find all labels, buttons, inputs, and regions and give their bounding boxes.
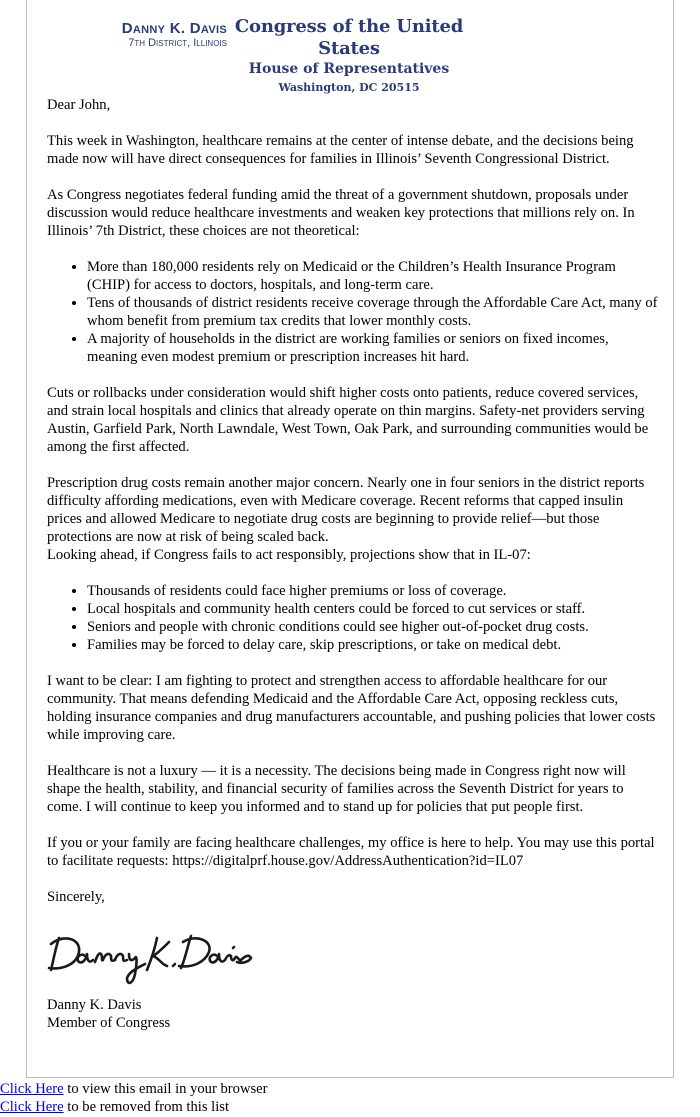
signer-title: Member of Congress	[47, 1015, 171, 1031]
paragraph: Prescription drug costs remain another major concern. Nearly one in four seniors in the district reports difficulty affording medications, even with Medicare coverage. Recent reforms that capped insulin prices and allowed Medicare to negotiate drug costs are beginning to provide relief—but those protections are now at risk of being scaled back.	[47, 475, 645, 545]
congress-block	[223, 16, 475, 96]
letterhead	[27, 0, 675, 94]
list-item: • Local hospitals and community health centers could be forced to cut services or staff.	[87, 600, 659, 618]
email-footer	[0, 1080, 268, 1116]
paragraph: If you or your family are facing healthcare challenges, my office is here to help. You may use this portal to facilitate requests: https://digitalprf.house.gov/AddressAuthentication?id=IL07	[47, 835, 655, 869]
paragraph: Looking ahead, if Congress fails to act responsibly, projections show that in IL-07:	[47, 547, 531, 563]
view-in-browser-link[interactable]: Click Here	[0, 1081, 64, 1097]
letter-frame	[26, 0, 674, 1078]
list-item: • Thousands of residents could face higher premiums or loss of coverage.	[87, 582, 659, 600]
closing: Sincerely,	[47, 889, 105, 905]
paragraph: I want to be clear: I am fighting to protect and strengthen access to affordable healthcare for our community. That means defending Medicaid and the Affordable Care Act, opposing reckless cuts, holding insurance companies and drug manufacturers accountable, and pushing policies that lower costs while improving care.	[47, 673, 656, 743]
footer-browser-line	[0, 1080, 268, 1098]
letter-body	[47, 96, 659, 1032]
footer-browser-text: to view this email in your browser	[63, 1081, 268, 1097]
paragraph: Cuts or rollbacks under consideration would shift higher costs onto patients, reduce covered services, and strain local hospitals and clinics that already operate on thin margins. Safety-net providers serving Austin, Garfield Park, North Lawndale, West Town, Oak Park, and surrounding communities would be among the first affected.	[47, 385, 649, 455]
member-block	[57, 20, 227, 50]
list-item: • Seniors and people with chronic conditions could see higher out-of-pocket drug costs.	[87, 618, 659, 636]
impact-list	[47, 258, 659, 366]
congress-title: Congress of the United States	[234, 16, 464, 59]
paragraph: This week in Washington, healthcare remains at the center of intense debate, and the decisions being made now will have direct consequences for families in Illinois’ Seventh Congressional District.	[47, 133, 634, 167]
city-title: Washington, DC 20515	[278, 81, 420, 94]
member-name: Danny K. Davis	[121, 20, 227, 37]
list-item: • Tens of thousands of district residents receive coverage through the Affordable Care Act, many of whom benefit from premium tax credits that lower monthly costs.	[87, 294, 659, 330]
projection-list	[47, 582, 659, 654]
paragraph: As Congress negotiates federal funding amid the threat of a government shutdown, proposals under discussion would reduce healthcare investments and weaken key protections that millions rely on. In Illinois’ 7th District, these choices are not theoretical:	[47, 187, 635, 239]
house-title: House of Representatives	[248, 61, 450, 77]
footer-remove-line	[0, 1098, 268, 1116]
list-item: • Families may be forced to delay care, skip prescriptions, or take on medical debt.	[87, 636, 659, 654]
list-item: • More than 180,000 residents rely on Medicaid or the Children’s Health Insurance Program (CHIP) for access to doctors, hospitals, and long-term care.	[87, 258, 659, 294]
unsubscribe-link[interactable]: Click Here	[0, 1099, 64, 1115]
member-district: 7th District, Illinois	[128, 37, 227, 49]
list-item: • A majority of households in the district are working families or seniors on fixed incomes, meaning even modest premium or prescription increases hit hard.	[87, 330, 659, 366]
signer-name: Danny K. Davis	[47, 997, 142, 1013]
footer-remove-text: to be removed from this list	[63, 1099, 229, 1115]
signature-image	[45, 924, 255, 990]
greeting: Dear John,	[47, 97, 111, 113]
paragraph: Healthcare is not a luxury — it is a necessity. The decisions being made in Congress right now will shape the health, stability, and financial security of families across the Seventh District for years to come. I will continue to keep you informed and to stand up for policies that put people first.	[47, 763, 626, 815]
